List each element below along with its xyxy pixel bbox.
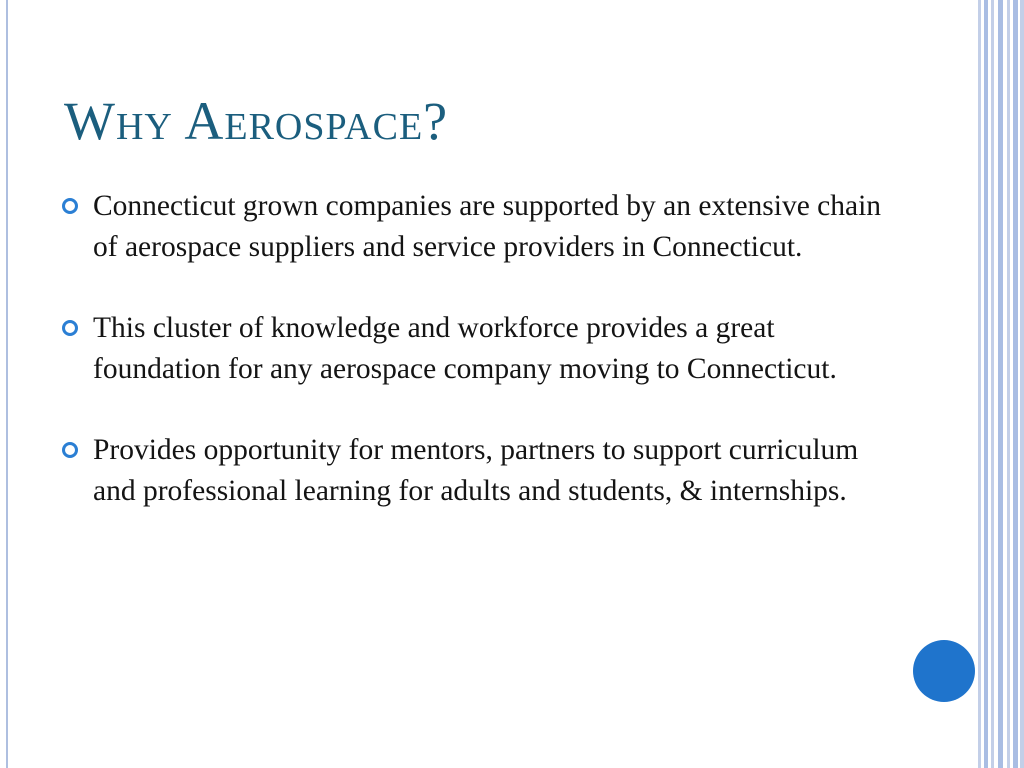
decor-stripe [998,0,1003,768]
ring-bullet-icon [62,442,78,458]
decor-stripe [1013,0,1018,768]
ring-bullet-icon [62,320,78,336]
decor-stripe [1007,0,1010,768]
decor-stripe [984,0,988,768]
bullet-text: Connecticut grown companies are supported by an extensive chain of aerospace suppliers and service providers in Connecticut. [93,190,882,263]
bullet-item [60,186,890,268]
bullet-item [60,308,890,390]
bullet-item [60,430,890,512]
slide-title: Why Aerospace? [64,91,449,151]
ring-bullet-icon [62,198,78,214]
decor-stripe [991,0,994,768]
bullet-text: This cluster of knowledge and workforce provides a great foundation for any aerospace company moving to Connecticut. [93,312,837,385]
decor-stripe [978,0,981,768]
decor-circle-icon [913,640,975,702]
bullet-text: Provides opportunity for mentors, partners to support curriculum and professional learning for adults and students, & internships. [93,434,859,507]
bullet-list [60,186,890,552]
decor-stripe [1020,0,1024,768]
left-border-line [6,0,8,768]
